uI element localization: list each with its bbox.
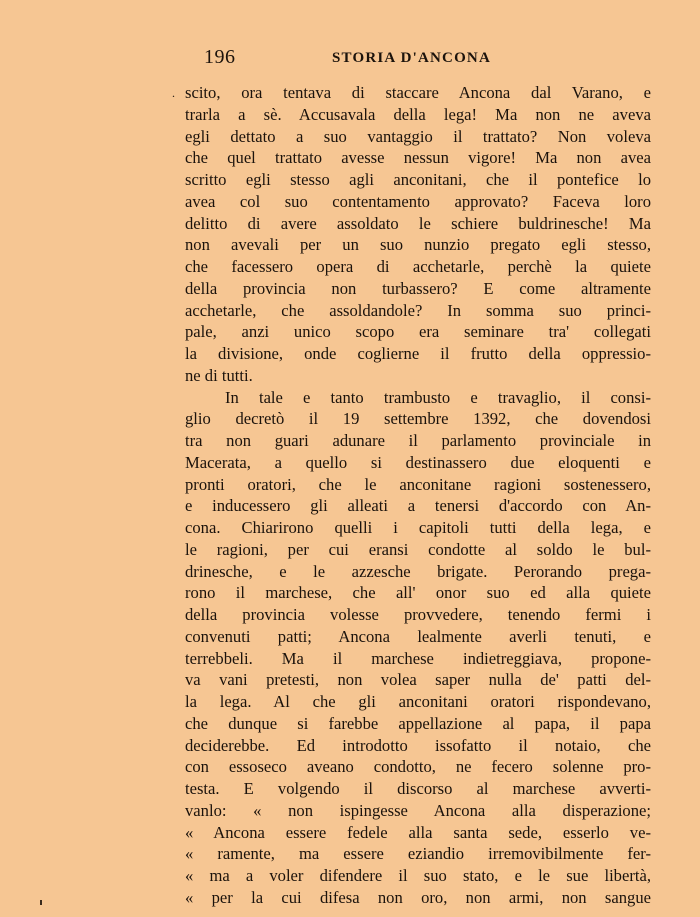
- quoted-line: « ramente, ma essere eziandio irremovibilmente fer-: [185, 844, 651, 864]
- text-line: della provincia non turbassero? E come altramente: [185, 278, 651, 298]
- text-line: che facessero opera di acchetarle, perchè la quiete: [185, 257, 651, 276]
- text-line: tra non guari adunare il parlamento provinciale in: [185, 431, 651, 450]
- text-line: vanlo: « non ispingesse Ancona alla disperazione;: [185, 800, 651, 820]
- page-header: [0, 46, 700, 74]
- text-line: acchetarle, che assoldandole? In somma suo princi-: [185, 300, 651, 320]
- text-line: deciderebbe. Ed introdotto issofatto il notaio, che: [185, 735, 651, 755]
- text-line: pronti oratori, che le anconitane ragioni sostenessero,: [185, 474, 651, 494]
- text-line: le ragioni, per cui eransi condotte al soldo le bul-: [185, 539, 651, 559]
- text-line: trarla a sè. Accusavala della lega! Ma non ne aveva: [185, 104, 651, 124]
- quoted-line: « ma a voler difendere il suo stato, e le sue libertà,: [185, 866, 651, 885]
- text-line: avea col suo contentamento approvato? Faceva loro: [185, 191, 651, 211]
- margin-mark: .: [172, 86, 175, 100]
- text-line: della provincia volesse provvedere, tenendo fermi i: [185, 605, 651, 624]
- text-line: glio decretò il 19 settembre 1392, che dovendosi: [185, 409, 651, 429]
- text-line: e inducessero gli alleati a tenersi d'accordo con An-: [185, 496, 651, 516]
- paragraph-start-line: In tale e tanto trambusto e travaglio, il consi-: [225, 387, 651, 407]
- quoted-line: « per la cui difesa non oro, non armi, non sangue: [185, 887, 651, 907]
- paragraph-end-line: ne di tutti.: [185, 365, 253, 385]
- text-line: la lega. Al che gli anconitani oratori rispondevano,: [185, 692, 651, 711]
- text-line: cona. Chiarirono quelli i capitoli tutti della lega, e: [185, 518, 651, 537]
- text-line: delitto di avere assoldato le schiere buldrinesche! Ma: [185, 213, 651, 233]
- text-line: egli dettato a suo vantaggio il trattato? Non voleva: [185, 126, 651, 146]
- body-text: [185, 82, 651, 909]
- text-line: convenuti patti; Ancona lealmente averli tenuti, e: [185, 626, 651, 646]
- text-line: scritto egli stesso agli anconitani, che il pontefice lo: [185, 170, 651, 189]
- text-line: pale, anzi unico scopo era seminare tra' collegati: [185, 322, 651, 342]
- ink-speck: [40, 900, 42, 905]
- quoted-line: « Ancona essere fedele alla santa sede, esserlo ve-: [185, 822, 651, 842]
- running-title: STORIA D'ANCONA: [332, 50, 491, 66]
- text-line: la divisione, onde coglierne il frutto della oppressio-: [185, 344, 651, 363]
- text-line: drinesche, e le azzesche brigate. Perorando prega-: [185, 561, 651, 581]
- text-line: con essoseco aveano condotto, ne fecero solenne pro-: [185, 757, 651, 777]
- text-line: terrebbeli. Ma il marchese indietreggiava, propone-: [185, 648, 651, 668]
- page-number: 196: [204, 46, 236, 68]
- text-line: testa. E volgendo il discorso al marchese avverti-: [185, 779, 651, 798]
- text-line: rono il marchese, che all' onor suo ed alla quiete: [185, 583, 651, 603]
- text-line: Macerata, a quello si destinassero due eloquenti e: [185, 452, 651, 472]
- text-line: non avevali per un suo nunzio pregato egli stesso,: [185, 235, 651, 255]
- text-line: che dunque si farebbe appellazione al papa, il papa: [185, 713, 651, 733]
- text-line: che quel trattato avesse nessun vigore! Ma non avea: [185, 148, 651, 168]
- text-line: va vani pretesti, non volea saper nulla de' patti del-: [185, 670, 651, 690]
- text-line: scito, ora tentava di staccare Ancona dal Varano, e: [185, 83, 651, 102]
